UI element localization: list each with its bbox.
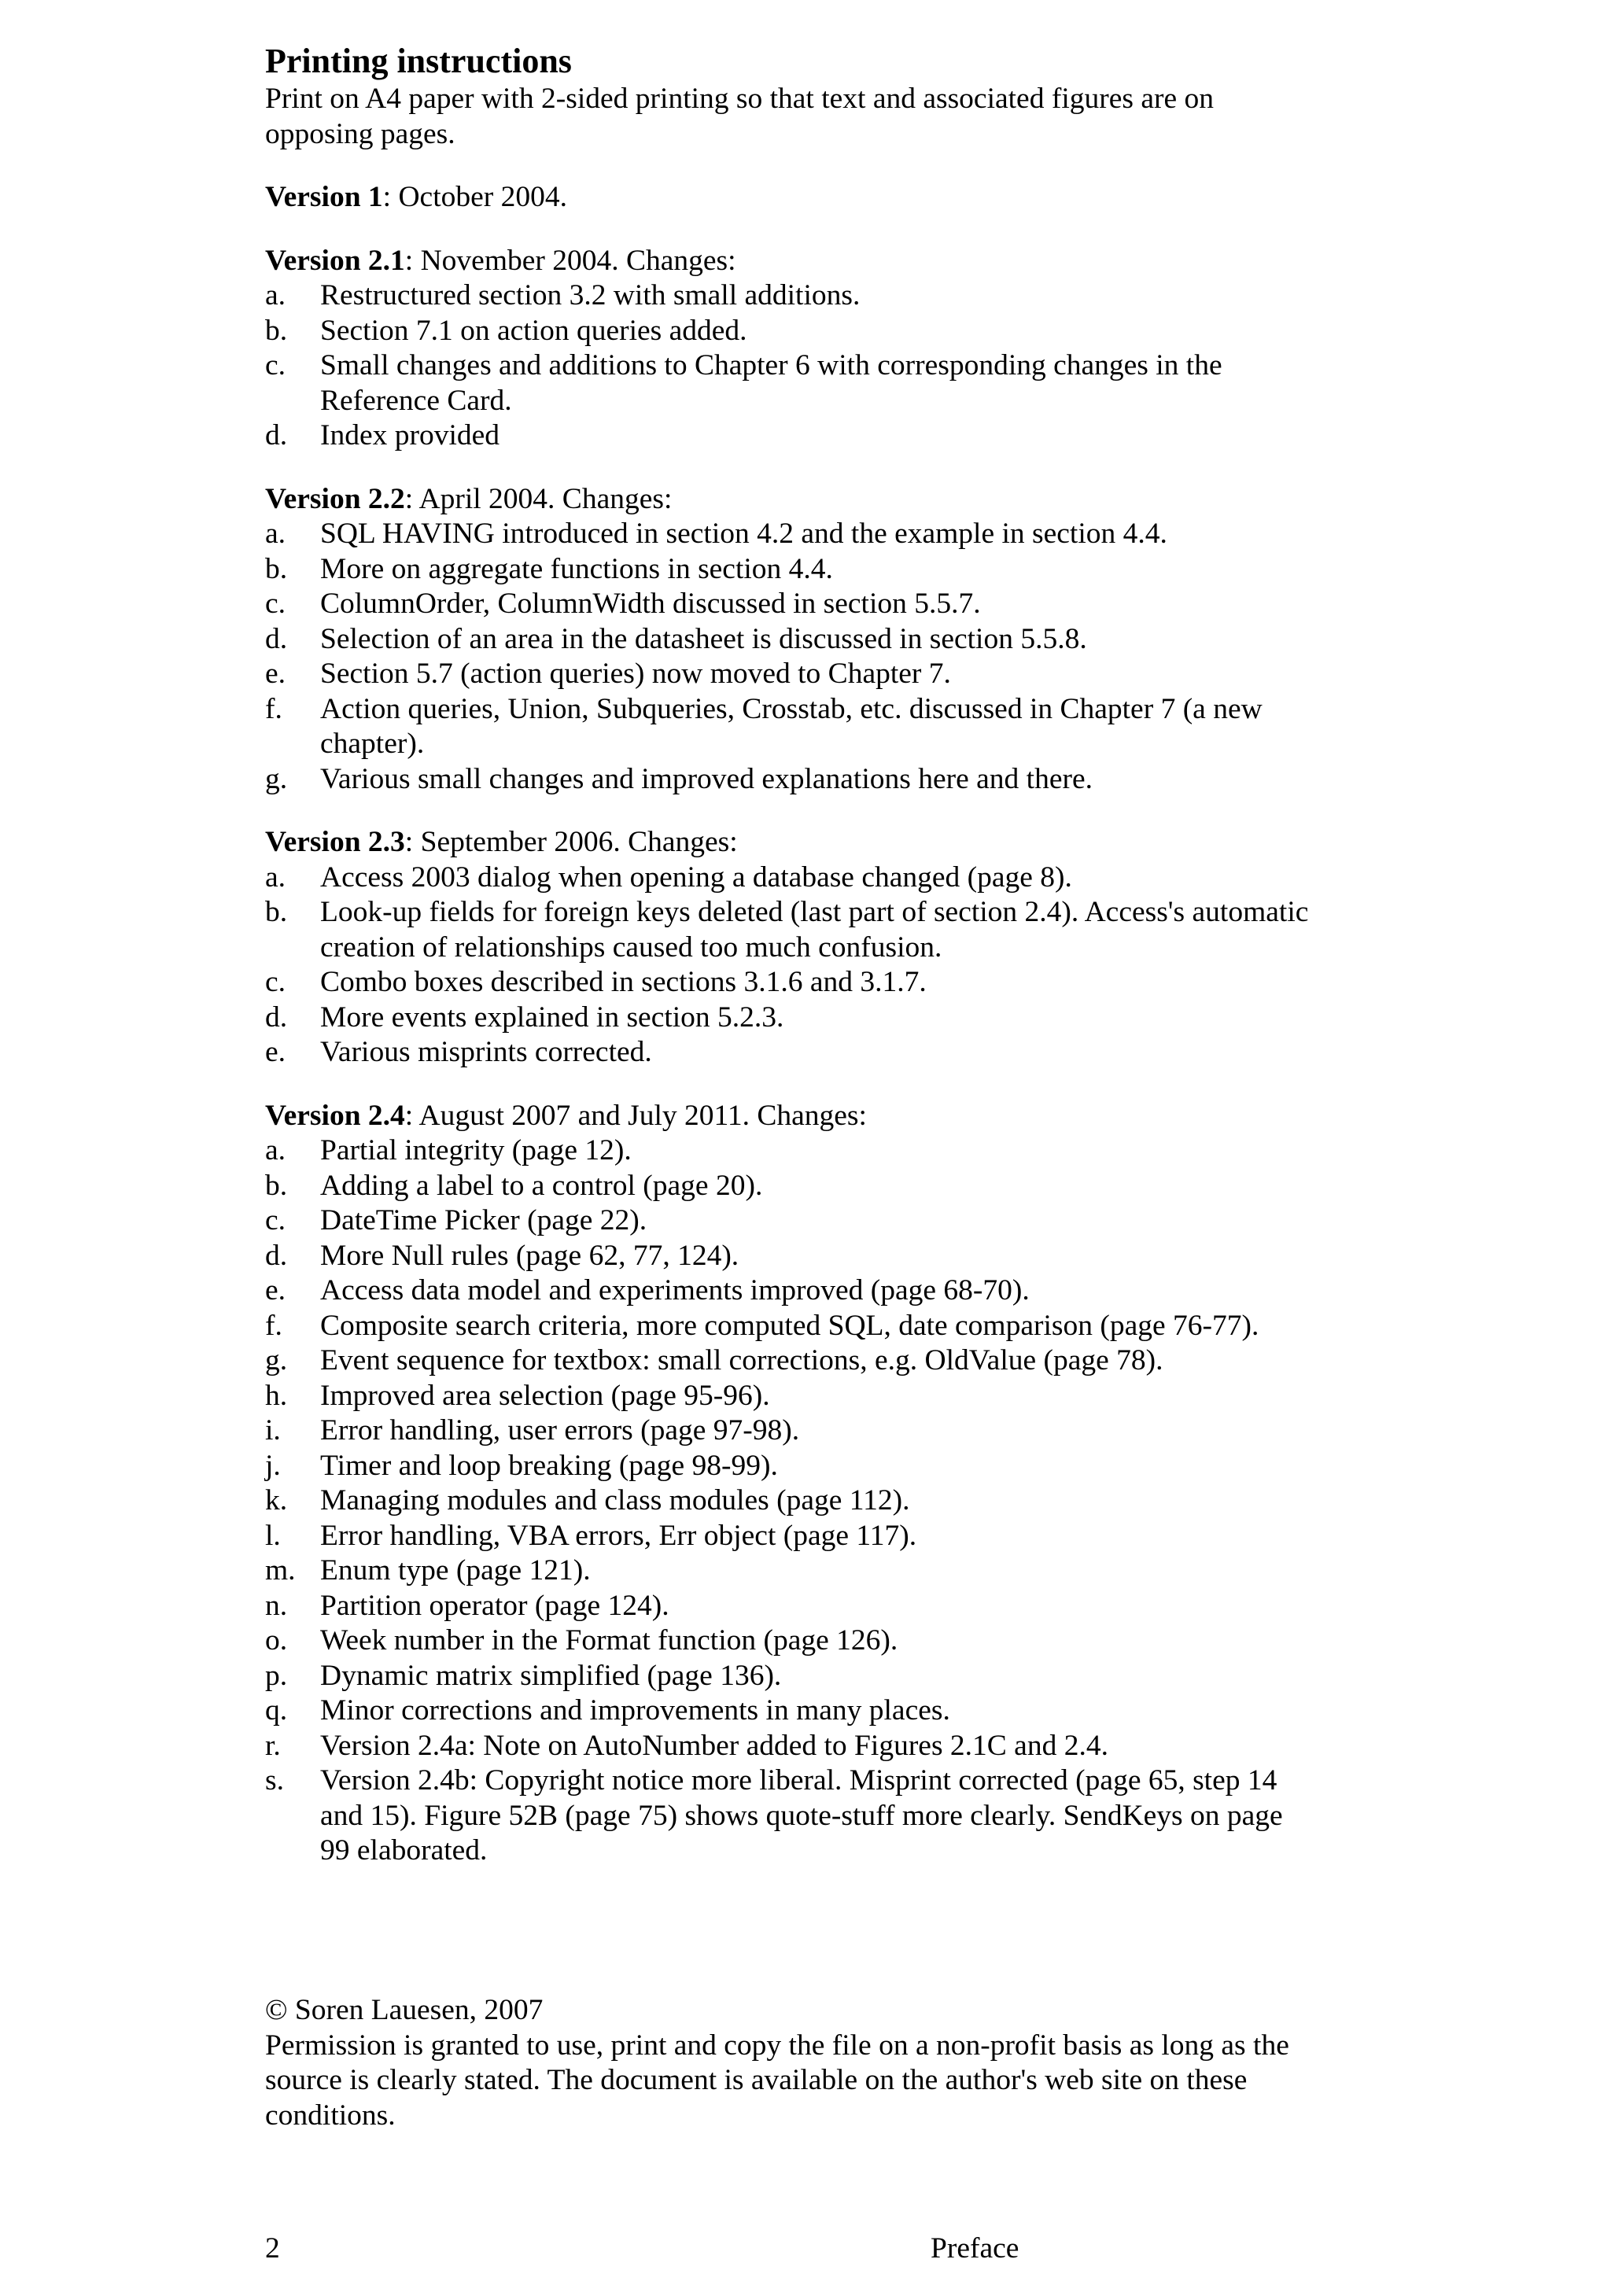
change-item xyxy=(265,762,1319,798)
change-item-marker: d. xyxy=(265,1239,288,1272)
change-item-text: More events explained in section 5.2.3. xyxy=(320,1001,784,1034)
change-item xyxy=(265,1309,1319,1344)
version-summary: : August 2007 and July 2011. Changes: xyxy=(404,1099,867,1132)
change-item-text: More on aggregate functions in section 4.4. xyxy=(320,552,833,585)
change-item-text: Dynamic matrix simplified (page 136). xyxy=(320,1659,782,1692)
change-item-text: Error handling, user errors (page 97-98). xyxy=(320,1414,800,1447)
change-item xyxy=(265,1623,1319,1659)
change-item-text: SQL HAVING introduced in section 4.2 and the example in section 4.4. xyxy=(320,518,1167,550)
change-item-text: Partial integrity (page 12). xyxy=(320,1134,632,1166)
change-item xyxy=(265,552,1319,588)
version-label: Version 2.4 xyxy=(265,1099,405,1132)
change-item-marker: i. xyxy=(265,1414,281,1447)
change-item xyxy=(265,1379,1319,1414)
change-item-marker: c. xyxy=(265,1204,286,1236)
version-block xyxy=(265,180,1319,216)
change-item-marker: e. xyxy=(265,1036,286,1068)
change-item xyxy=(265,1659,1319,1694)
version-label: Version 1 xyxy=(265,181,383,213)
version-label: Version 2.1 xyxy=(265,244,405,277)
change-item xyxy=(265,418,1319,454)
change-item-text: Minor corrections and improvements in many places. xyxy=(320,1694,950,1727)
change-item-text: Version 2.4b: Copyright notice more liberal. Misprint corrected (page 65, step 14 and 15). Figure 52B (page 75) shows quote-stuff more clearly. SendKeys on page 99 elaborated. xyxy=(320,1764,1283,1867)
change-item xyxy=(265,587,1319,622)
page-number: 2 xyxy=(265,2232,280,2265)
change-list xyxy=(265,1133,1319,1869)
change-item-text: Various small changes and improved explanations here and there. xyxy=(320,762,1093,795)
copyright-block xyxy=(265,1993,1319,2133)
footer-section-name: Preface xyxy=(931,2232,1019,2265)
change-item xyxy=(265,1449,1319,1484)
change-item-marker: f. xyxy=(265,692,282,725)
change-item-marker: c. xyxy=(265,966,286,998)
change-item-text: Small changes and additions to Chapter 6 with corresponding changes in the Reference Card. xyxy=(320,349,1222,417)
version-block xyxy=(265,482,1319,798)
change-item-text: Selection of an area in the datasheet is discussed in section 5.5.8. xyxy=(320,622,1087,655)
document-page xyxy=(265,41,1319,1869)
change-item xyxy=(265,692,1319,762)
change-item-marker: b. xyxy=(265,1169,288,1202)
change-item-marker: a. xyxy=(265,1134,286,1166)
version-heading xyxy=(265,180,1319,216)
change-item-text: Section 7.1 on action queries added. xyxy=(320,314,747,347)
version-block xyxy=(265,244,1319,454)
change-item-text: Index provided xyxy=(320,419,500,451)
change-item-marker: c. xyxy=(265,588,286,620)
change-item xyxy=(265,1413,1319,1449)
change-item-marker: b. xyxy=(265,314,288,347)
change-item xyxy=(265,314,1319,349)
change-item xyxy=(265,965,1319,1001)
version-summary: : April 2004. Changes: xyxy=(404,482,673,515)
change-item-text: Error handling, VBA errors, Err object (page 117). xyxy=(320,1519,917,1552)
copyright-permission: Permission is granted to use, print and copy the file on a non-profit basis as long as the source is clearly stated. The document is available on the author's web site on these conditions. xyxy=(265,2029,1289,2132)
change-item-marker: p. xyxy=(265,1659,288,1692)
printing-instructions: Print on A4 paper with 2-sided printing so that text and associated figures are on opposing pages. xyxy=(265,83,1214,150)
version-label: Version 2.2 xyxy=(265,482,405,515)
version-label: Version 2.3 xyxy=(265,826,405,858)
change-item-text: Action queries, Union, Subqueries, Crosstab, etc. discussed in Chapter 7 (a new chapter). xyxy=(320,692,1263,760)
change-item-marker: d. xyxy=(265,1001,288,1034)
change-item-marker: g. xyxy=(265,762,288,795)
change-item-marker: g. xyxy=(265,1344,288,1376)
change-item xyxy=(265,1693,1319,1729)
copyright-notice: © Soren Lauesen, 2007 xyxy=(265,1994,544,2026)
change-item xyxy=(265,1273,1319,1309)
change-item-marker: o. xyxy=(265,1624,288,1657)
change-item xyxy=(265,657,1319,692)
change-item-text: More Null rules (page 62, 77, 124). xyxy=(320,1239,739,1272)
change-item xyxy=(265,1343,1319,1379)
version-summary: : November 2004. Changes: xyxy=(404,244,736,277)
change-item xyxy=(265,278,1319,314)
change-item-marker: d. xyxy=(265,419,288,451)
change-list xyxy=(265,278,1319,454)
change-item-marker: a. xyxy=(265,518,286,550)
change-item-marker: j. xyxy=(265,1449,281,1482)
version-heading xyxy=(265,482,1319,518)
version-history xyxy=(265,180,1319,1869)
version-summary: : September 2006. Changes: xyxy=(404,826,738,858)
change-item xyxy=(265,1001,1319,1036)
change-item-text: DateTime Picker (page 22). xyxy=(320,1204,647,1236)
change-item-text: Version 2.4a: Note on AutoNumber added to Figures 2.1C and 2.4. xyxy=(320,1729,1108,1762)
change-item xyxy=(265,1589,1319,1624)
change-item-marker: d. xyxy=(265,622,288,655)
change-item-text: Composite search criteria, more computed SQL, date comparison (page 76-77). xyxy=(320,1309,1259,1342)
version-block xyxy=(265,825,1319,1071)
change-item-marker: a. xyxy=(265,861,286,894)
version-heading xyxy=(265,244,1319,279)
change-item-text: Adding a label to a control (page 20). xyxy=(320,1169,763,1202)
change-item-marker: a. xyxy=(265,279,286,311)
change-item xyxy=(265,1133,1319,1169)
change-item xyxy=(265,895,1319,965)
change-item-marker: f. xyxy=(265,1309,282,1342)
change-item-marker: b. xyxy=(265,552,288,585)
change-item-marker: s. xyxy=(265,1764,284,1797)
change-item-text: Event sequence for textbox: small corrections, e.g. OldValue (page 78). xyxy=(320,1344,1163,1376)
change-item xyxy=(265,1483,1319,1519)
change-item-marker: m. xyxy=(265,1554,296,1587)
change-item-marker: l. xyxy=(265,1519,281,1552)
change-item xyxy=(265,1519,1319,1554)
version-summary: : October 2004. xyxy=(382,181,567,213)
change-item-text: Timer and loop breaking (page 98-99). xyxy=(320,1449,778,1482)
page-title: Printing instructions xyxy=(265,42,572,80)
change-item xyxy=(265,517,1319,552)
change-item-text: Combo boxes described in sections 3.1.6 and 3.1.7. xyxy=(320,966,927,998)
change-item xyxy=(265,1729,1319,1764)
change-item-text: Section 5.7 (action queries) now moved to Chapter 7. xyxy=(320,658,951,690)
change-item-text: Improved area selection (page 95-96). xyxy=(320,1379,770,1412)
version-heading xyxy=(265,825,1319,861)
version-block xyxy=(265,1099,1319,1869)
change-item-marker: r. xyxy=(265,1729,281,1762)
change-item-text: Enum type (page 121). xyxy=(320,1554,591,1587)
change-item xyxy=(265,1763,1319,1869)
change-item-text: Various misprints corrected. xyxy=(320,1036,652,1068)
change-item-marker: h. xyxy=(265,1379,288,1412)
change-item-marker: q. xyxy=(265,1694,288,1727)
change-item-text: Look-up fields for foreign keys deleted (last part of section 2.4). Access's automatic creation of relationships caused too much confusion. xyxy=(320,896,1309,964)
change-item-marker: k. xyxy=(265,1484,288,1517)
change-item-marker: e. xyxy=(265,658,286,690)
change-item-text: Restructured section 3.2 with small additions. xyxy=(320,279,861,311)
change-item-text: Managing modules and class modules (page 112). xyxy=(320,1484,910,1517)
change-item-marker: e. xyxy=(265,1274,286,1306)
change-item-text: Access 2003 dialog when opening a database changed (page 8). xyxy=(320,861,1072,894)
change-item-marker: c. xyxy=(265,349,286,381)
change-item xyxy=(265,622,1319,658)
change-list xyxy=(265,861,1319,1071)
change-item xyxy=(265,861,1319,896)
change-item-text: Partition operator (page 124). xyxy=(320,1589,669,1622)
change-item xyxy=(265,1239,1319,1274)
change-item xyxy=(265,1553,1319,1589)
change-list xyxy=(265,517,1319,797)
version-heading xyxy=(265,1099,1319,1134)
change-item xyxy=(265,1203,1319,1239)
change-item-text: Week number in the Format function (page 126). xyxy=(320,1624,898,1657)
change-item xyxy=(265,1035,1319,1071)
change-item xyxy=(265,348,1319,418)
change-item-text: ColumnOrder, ColumnWidth discussed in section 5.5.7. xyxy=(320,588,981,620)
change-item-marker: b. xyxy=(265,896,288,928)
change-item xyxy=(265,1169,1319,1204)
change-item-marker: n. xyxy=(265,1589,288,1622)
change-item-text: Access data model and experiments improved (page 68-70). xyxy=(320,1274,1030,1306)
